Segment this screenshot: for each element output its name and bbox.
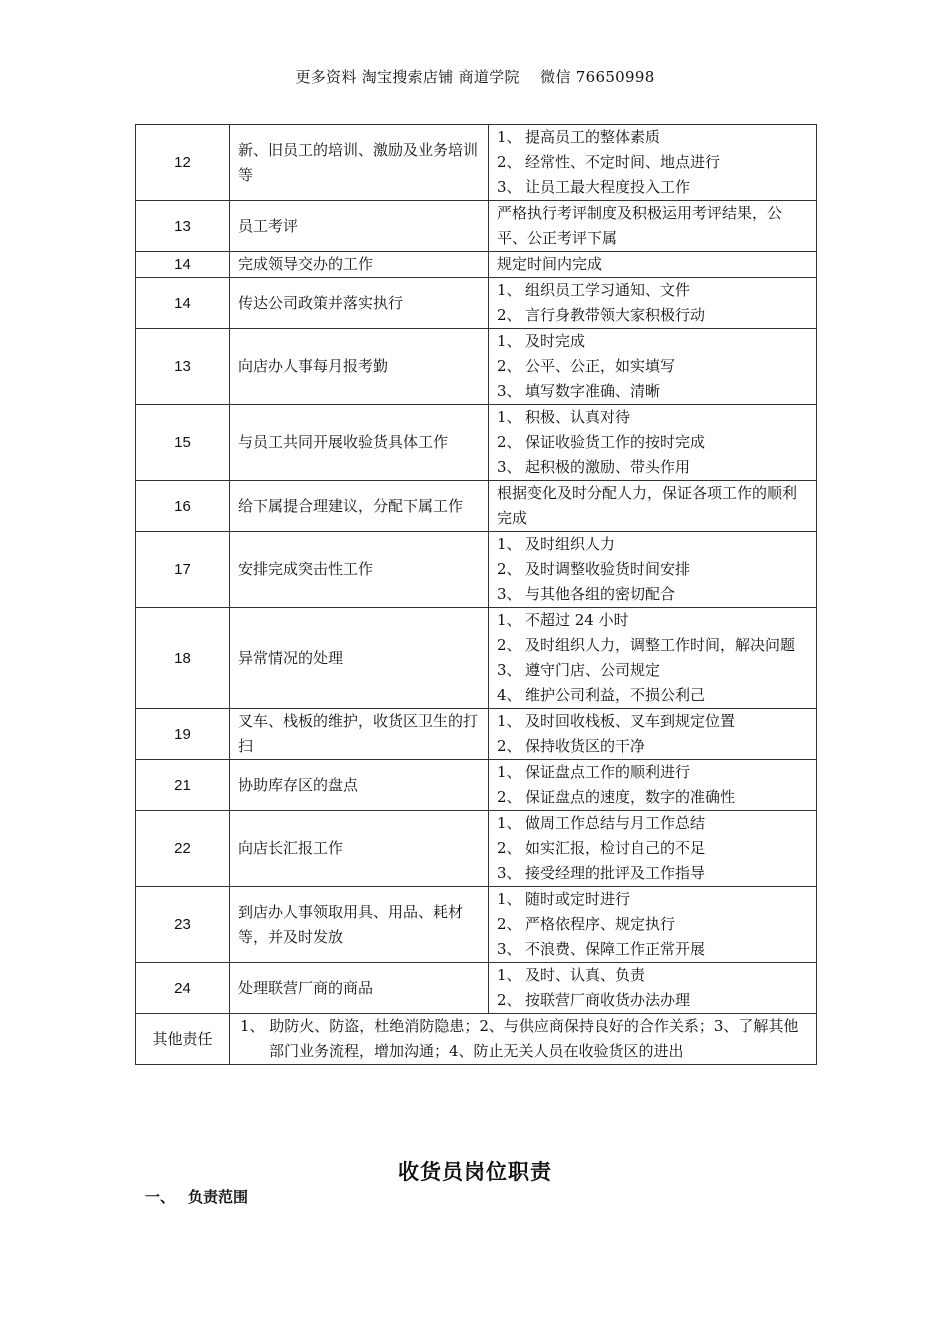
standard-list-item: 2、 及时组织人力，调整工作时间，解决问题 — [497, 636, 796, 654]
duty-item: 向店长汇报工作 — [230, 811, 489, 887]
duty-item: 安排完成突击性工作 — [230, 532, 489, 608]
row-number: 18 — [136, 608, 230, 709]
row-number: 19 — [136, 709, 230, 760]
standard-list-item: 3、 填写数字准确、清晰 — [497, 382, 661, 400]
duty-standard: 规定时间内完成 — [489, 252, 817, 278]
standard-list-item: 1、 做周工作总结与月工作总结 — [497, 814, 706, 832]
duty-standard: 严格执行考评制度及积极运用考评结果，公平、公正考评下属 — [489, 201, 817, 252]
standard-list-item: 1、 积极、认真对待 — [497, 408, 631, 426]
table-row — [136, 278, 817, 329]
other-duties-text: 1、 助防火、防盗，杜绝消防隐患；2、与供应商保持良好的合作关系；3、了解其他部门业务流程，增加沟通；4、防止无关人员在收验货区的进出 — [230, 1014, 817, 1065]
standard-list-item: 3、 不浪费、保障工作正常开展 — [497, 940, 706, 958]
other-duties-row — [136, 1014, 817, 1065]
table-row — [136, 329, 817, 405]
standard-list-item: 2、 及时调整收验货时间安排 — [497, 560, 691, 578]
table-row — [136, 532, 817, 608]
duty-item: 叉车、栈板的维护，收货区卫生的打扫 — [230, 709, 489, 760]
duty-item: 与员工共同开展收验货具体工作 — [230, 405, 489, 481]
subsection-heading — [145, 1186, 248, 1207]
duty-item: 异常情况的处理 — [230, 608, 489, 709]
standard-list-item: 3、 让员工最大程度投入工作 — [497, 178, 691, 196]
table-row — [136, 963, 817, 1014]
duty-item: 给下属提合理建议，分配下属工作 — [230, 481, 489, 532]
duty-standard — [489, 811, 817, 887]
subsection-label: 负责范围 — [188, 1188, 249, 1206]
duty-standard — [489, 125, 817, 201]
duty-item: 完成领导交办的工作 — [230, 252, 489, 278]
duty-standard — [489, 278, 817, 329]
row-number: 14 — [136, 278, 230, 329]
standard-list-item: 3、 起积极的激励、带头作用 — [497, 458, 691, 476]
standard-list-item: 1、 不超过 24 小时 — [497, 611, 629, 629]
duty-item: 传达公司政策并落实执行 — [230, 278, 489, 329]
table-row — [136, 405, 817, 481]
duty-standard — [489, 963, 817, 1014]
row-number: 24 — [136, 963, 230, 1014]
standard-list-item: 2、 保证收验货工作的按时完成 — [497, 433, 706, 451]
duty-item: 到店办人事领取用具、用品、耗材等，并及时发放 — [230, 887, 489, 963]
duty-item: 新、旧员工的培训、激励及业务培训等 — [230, 125, 489, 201]
row-number: 21 — [136, 760, 230, 811]
standard-list-item: 2、 保证盘点的速度，数字的准确性 — [497, 788, 736, 806]
table-row — [136, 608, 817, 709]
duty-standard — [489, 760, 817, 811]
standard-list-item: 2、 严格依程序、规定执行 — [497, 915, 676, 933]
page-header: 更多资料 淘宝搜索店铺 商道学院 微信 76650998 — [295, 68, 655, 86]
standard-list-item: 3、 遵守门店、公司规定 — [497, 661, 661, 679]
standard-list-item: 1、 组织员工学习通知、文件 — [497, 281, 691, 299]
duty-standard: 根据变化及时分配人力，保证各项工作的顺利完成 — [489, 481, 817, 532]
standard-list-item: 3、 接受经理的批评及工作指导 — [497, 864, 706, 882]
table-row — [136, 887, 817, 963]
duty-standard — [489, 709, 817, 760]
duty-table — [135, 124, 817, 1065]
duty-standard — [489, 887, 817, 963]
standard-list-item: 1、 提高员工的整体素质 — [497, 128, 661, 146]
duty-standard — [489, 329, 817, 405]
other-duties-label: 其他责任 — [136, 1014, 230, 1065]
standard-list-item: 2、 保持收货区的干净 — [497, 737, 646, 755]
standard-list-item: 4、 维护公司利益，不损公利己 — [497, 686, 706, 704]
duty-standard — [489, 608, 817, 709]
table-row — [136, 760, 817, 811]
row-number: 14 — [136, 252, 230, 278]
duty-item: 向店办人事每月报考勤 — [230, 329, 489, 405]
row-number: 13 — [136, 201, 230, 252]
row-number: 12 — [136, 125, 230, 201]
table-row — [136, 125, 817, 201]
table-row — [136, 201, 817, 252]
table-row — [136, 709, 817, 760]
table-row — [136, 252, 817, 278]
row-number: 13 — [136, 329, 230, 405]
standard-list-item: 1、 随时或定时进行 — [497, 890, 631, 908]
subsection-number: 一、 — [145, 1188, 176, 1206]
standard-list-item: 2、 公平、公正，如实填写 — [497, 357, 676, 375]
standard-list-item: 1、 及时回收栈板、叉车到规定位置 — [497, 712, 736, 730]
standard-list-item: 1、 及时组织人力 — [497, 535, 616, 553]
duty-item: 协助库存区的盘点 — [230, 760, 489, 811]
standard-list-item: 3、 与其他各组的密切配合 — [497, 585, 676, 603]
duty-item: 处理联营厂商的商品 — [230, 963, 489, 1014]
standard-list-item: 2、 言行身教带领大家积极行动 — [497, 306, 706, 324]
table-row — [136, 481, 817, 532]
row-number: 23 — [136, 887, 230, 963]
standard-list-item: 2、 如实汇报，检讨自己的不足 — [497, 839, 706, 857]
standard-list-item: 2、 按联营厂商收货办法办理 — [497, 991, 691, 1009]
standard-list-item: 1、 及时完成 — [497, 332, 586, 350]
standard-list-item: 1、 及时、认真、负责 — [497, 966, 646, 984]
standard-list-item: 2、 经常性、不定时间、地点进行 — [497, 153, 721, 171]
table-row — [136, 811, 817, 887]
section-title: 收货员岗位职责 — [398, 1159, 552, 1184]
duty-standard — [489, 405, 817, 481]
standard-list-item: 1、 保证盘点工作的顺利进行 — [497, 763, 691, 781]
row-number: 17 — [136, 532, 230, 608]
duty-standard — [489, 532, 817, 608]
duty-item: 员工考评 — [230, 201, 489, 252]
row-number: 22 — [136, 811, 230, 887]
row-number: 16 — [136, 481, 230, 532]
row-number: 15 — [136, 405, 230, 481]
